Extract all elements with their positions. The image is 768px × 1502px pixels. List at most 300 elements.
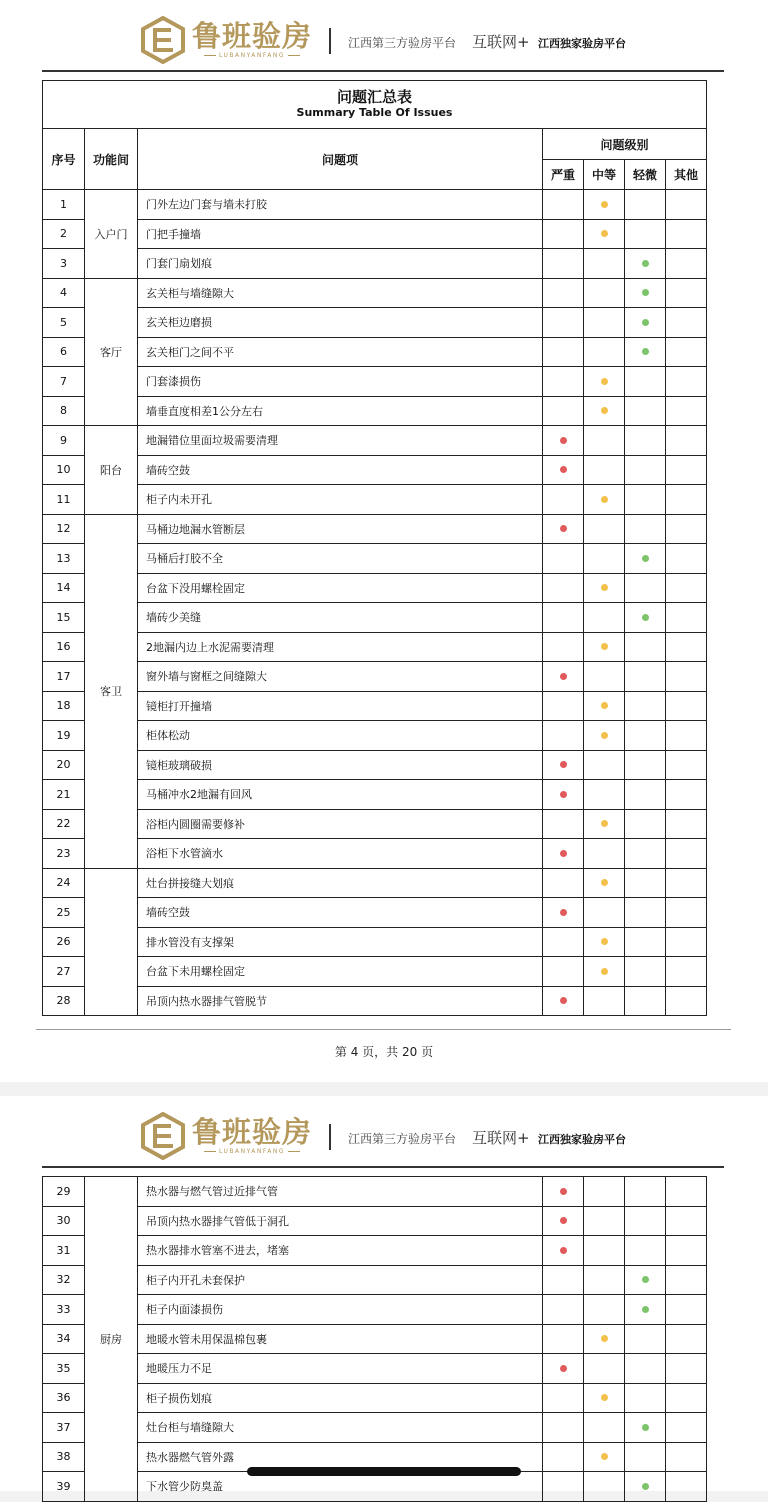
level-cell [625, 514, 666, 544]
level-dot-icon [560, 673, 567, 680]
issues-summary-table-continued [42, 1176, 707, 1502]
room-cell: 客卫 [85, 514, 138, 868]
level-cell [625, 809, 666, 839]
level-cell [625, 1442, 666, 1472]
level-cell [625, 1295, 666, 1325]
header-hulian: 互联网+ [472, 1129, 530, 1147]
level-cell [625, 603, 666, 633]
brand-subtitle: LUBANYANFANG [196, 52, 308, 59]
level-cell [666, 603, 707, 633]
level-cell [543, 1324, 584, 1354]
level-cell [584, 455, 625, 485]
level-cell [584, 691, 625, 721]
issues-table-body [43, 190, 707, 1016]
table-row [43, 1413, 707, 1443]
level-dot-icon [601, 201, 608, 208]
row-number: 28 [43, 986, 85, 1016]
level-cell [584, 1354, 625, 1384]
level-cell [625, 780, 666, 810]
level-cell [666, 190, 707, 220]
level-cell [543, 721, 584, 751]
level-cell [666, 337, 707, 367]
table-row [43, 308, 707, 338]
table-row [43, 219, 707, 249]
level-dot-icon [601, 230, 608, 237]
issue-cell: 灶台柜与墙缝隙大 [138, 1413, 543, 1443]
level-cell [625, 721, 666, 751]
issue-cell: 门把手撞墙 [138, 219, 543, 249]
brand-subtitle: LUBANYANFANG [196, 1148, 308, 1155]
level-cell [666, 367, 707, 397]
table-row [43, 957, 707, 987]
table-row [43, 721, 707, 751]
page-header [0, 0, 768, 72]
level-cell [666, 809, 707, 839]
level-cell [584, 1206, 625, 1236]
level-cell [584, 396, 625, 426]
room-cell [85, 868, 138, 1016]
level-cell [666, 219, 707, 249]
level-cell [625, 1383, 666, 1413]
level-cell [584, 603, 625, 633]
level-cell [666, 1177, 707, 1207]
row-number: 7 [43, 367, 85, 397]
level-cell [543, 839, 584, 869]
issue-cell: 浴柜内圆圈需要修补 [138, 809, 543, 839]
brand-name: 鲁班验房 [192, 1115, 313, 1149]
row-number: 4 [43, 278, 85, 308]
issue-cell: 镜柜玻璃破损 [138, 750, 543, 780]
level-cell [584, 721, 625, 751]
page-number: 第 4 页，共 20 页 [334, 1045, 434, 1059]
level-cell [543, 219, 584, 249]
level-cell [666, 278, 707, 308]
row-number: 2 [43, 219, 85, 249]
level-cell [666, 1354, 707, 1384]
level-cell [584, 632, 625, 662]
level-cell [543, 367, 584, 397]
level-dot-icon [601, 643, 608, 650]
level-cell [666, 1383, 707, 1413]
level-cell [584, 219, 625, 249]
level-cell [666, 455, 707, 485]
level-cell [666, 1413, 707, 1443]
table-row [43, 809, 707, 839]
level-cell [666, 1472, 707, 1502]
issue-cell: 门套漆损伤 [138, 367, 543, 397]
level-cell [625, 337, 666, 367]
row-number: 39 [43, 1472, 85, 1502]
level-dot-icon [642, 1276, 649, 1283]
level-cell [625, 662, 666, 692]
table-row [43, 1236, 707, 1266]
header-exclusive: 江西独家验房平台 [538, 37, 626, 50]
level-cell [666, 1236, 707, 1266]
table-row [43, 780, 707, 810]
row-number: 13 [43, 544, 85, 574]
level-cell [625, 750, 666, 780]
level-dot-icon [642, 1306, 649, 1313]
level-dot-icon [642, 1424, 649, 1431]
col-header-room: 功能间 [85, 129, 138, 190]
table-row [43, 691, 707, 721]
table-row [43, 544, 707, 574]
issue-cell: 门外左边门套与墙未打胶 [138, 190, 543, 220]
issue-cell: 镜柜打开撞墙 [138, 691, 543, 721]
table-row [43, 249, 707, 279]
row-number: 18 [43, 691, 85, 721]
level-cell [584, 750, 625, 780]
level-cell [543, 632, 584, 662]
table-title-en: Summary Table Of Issues [296, 105, 453, 119]
header-tagline: 江西第三方验房平台 [348, 1132, 457, 1146]
row-number: 37 [43, 1413, 85, 1443]
issue-cell: 玄关柜边磨损 [138, 308, 543, 338]
level-cell [625, 544, 666, 574]
level-cell [543, 868, 584, 898]
level-dot-icon [642, 289, 649, 296]
level-cell [666, 662, 707, 692]
level-dot-icon [601, 496, 608, 503]
level-cell [666, 721, 707, 751]
row-number: 34 [43, 1324, 85, 1354]
issue-cell: 柜子损伤划痕 [138, 1383, 543, 1413]
issue-cell: 吊顶内热水器排气管脱节 [138, 986, 543, 1016]
home-indicator[interactable] [247, 1467, 521, 1476]
level-dot-icon [642, 614, 649, 621]
level-cell [543, 308, 584, 338]
level-cell [584, 662, 625, 692]
table-row [43, 662, 707, 692]
level-cell [625, 367, 666, 397]
level-cell [625, 986, 666, 1016]
level-cell [543, 455, 584, 485]
table-row [43, 1383, 707, 1413]
level-cell [584, 957, 625, 987]
table-row [43, 573, 707, 603]
issue-cell: 热水器燃气管外露 [138, 1442, 543, 1472]
level-cell [584, 986, 625, 1016]
row-number: 33 [43, 1295, 85, 1325]
table-title-cn: 问题汇总表 [336, 87, 412, 106]
level-cell [666, 426, 707, 456]
level-cell [625, 1206, 666, 1236]
table-row [43, 750, 707, 780]
room-cell: 客厅 [85, 278, 138, 426]
level-cell [666, 1295, 707, 1325]
level-dot-icon [601, 1453, 608, 1460]
header-rule [42, 1166, 724, 1168]
level-cell [543, 603, 584, 633]
level-cell [543, 750, 584, 780]
level-cell [543, 514, 584, 544]
issues-summary-table [42, 80, 707, 1016]
issue-cell: 墙砖空鼓 [138, 898, 543, 928]
row-number: 6 [43, 337, 85, 367]
level-cell [543, 898, 584, 928]
level-cell [543, 662, 584, 692]
row-number: 24 [43, 868, 85, 898]
level-cell [625, 190, 666, 220]
level-cell [543, 1177, 584, 1207]
level-cell [584, 308, 625, 338]
level-cell [543, 780, 584, 810]
row-number: 9 [43, 426, 85, 456]
issue-cell: 柜子内开孔未套保护 [138, 1265, 543, 1295]
level-cell [625, 898, 666, 928]
table-row [43, 839, 707, 869]
issue-cell: 马桶后打胶不全 [138, 544, 543, 574]
level-dot-icon [601, 378, 608, 385]
level-cell [543, 957, 584, 987]
col-header-other: 其他 [666, 160, 707, 190]
issue-cell: 台盆下没用螺栓固定 [138, 573, 543, 603]
level-cell [543, 396, 584, 426]
row-number: 16 [43, 632, 85, 662]
row-number: 23 [43, 839, 85, 869]
issues-table-body-continued [43, 1177, 707, 1502]
table-row [43, 278, 707, 308]
level-dot-icon [560, 525, 567, 532]
room-cell: 厨房 [85, 1177, 138, 1502]
level-dot-icon [601, 968, 608, 975]
level-cell [666, 839, 707, 869]
level-dot-icon [560, 1188, 567, 1195]
level-cell [666, 308, 707, 338]
level-dot-icon [560, 1365, 567, 1372]
row-number: 25 [43, 898, 85, 928]
issue-cell: 墙垂直度相差1公分左右 [138, 396, 543, 426]
issue-cell: 门套门扇划痕 [138, 249, 543, 279]
row-number: 30 [43, 1206, 85, 1236]
issue-cell: 柜体松动 [138, 721, 543, 751]
level-cell [625, 1265, 666, 1295]
row-number: 20 [43, 750, 85, 780]
level-cell [666, 927, 707, 957]
level-dot-icon [560, 791, 567, 798]
level-cell [666, 632, 707, 662]
issue-cell: 热水器与燃气管过近排气管 [138, 1177, 543, 1207]
level-dot-icon [560, 761, 567, 768]
row-number: 8 [43, 396, 85, 426]
level-cell [625, 249, 666, 279]
row-number: 10 [43, 455, 85, 485]
issue-cell: 马桶边地漏水管断层 [138, 514, 543, 544]
level-cell [543, 249, 584, 279]
table-row [43, 1295, 707, 1325]
row-number: 11 [43, 485, 85, 515]
level-cell [584, 1442, 625, 1472]
level-cell [584, 573, 625, 603]
level-cell [584, 1236, 625, 1266]
row-number: 5 [43, 308, 85, 338]
level-dot-icon [560, 437, 567, 444]
level-cell [666, 1206, 707, 1236]
page-header [0, 1096, 768, 1168]
level-cell [543, 1236, 584, 1266]
issue-cell: 地漏错位里面垃圾需要清理 [138, 426, 543, 456]
level-cell [666, 898, 707, 928]
level-cell [584, 1177, 625, 1207]
level-cell [666, 868, 707, 898]
table-row [43, 485, 707, 515]
level-cell [666, 485, 707, 515]
level-cell [625, 1472, 666, 1502]
level-cell [584, 190, 625, 220]
level-cell [543, 426, 584, 456]
level-cell [666, 573, 707, 603]
issue-cell: 排水管没有支撑架 [138, 927, 543, 957]
table-row [43, 1265, 707, 1295]
table-row [43, 396, 707, 426]
issue-cell: 窗外墙与窗框之间缝隙大 [138, 662, 543, 692]
level-cell [666, 1324, 707, 1354]
row-number: 26 [43, 927, 85, 957]
level-cell [543, 1413, 584, 1443]
level-cell [584, 249, 625, 279]
table-row [43, 1206, 707, 1236]
room-cell: 入户门 [85, 190, 138, 279]
row-number: 27 [43, 957, 85, 987]
level-cell [625, 1236, 666, 1266]
level-cell [625, 1354, 666, 1384]
level-cell [584, 514, 625, 544]
level-cell [543, 1354, 584, 1384]
table-row [43, 1177, 707, 1207]
level-cell [543, 573, 584, 603]
issue-cell: 浴柜下水管滴水 [138, 839, 543, 869]
level-cell [543, 1295, 584, 1325]
level-dot-icon [601, 702, 608, 709]
issue-cell: 玄关柜门之间不平 [138, 337, 543, 367]
table-title [43, 81, 707, 129]
brand-name: 鲁班验房 [192, 19, 313, 53]
table-row [43, 426, 707, 456]
issue-cell: 马桶冲水2地漏有回风 [138, 780, 543, 810]
header-exclusive: 江西独家验房平台 [538, 1133, 626, 1146]
level-cell [625, 1177, 666, 1207]
footer-rule [36, 1029, 731, 1030]
level-cell [543, 927, 584, 957]
issue-cell: 2地漏内边上水泥需要清理 [138, 632, 543, 662]
row-number: 32 [43, 1265, 85, 1295]
level-cell [543, 190, 584, 220]
level-cell [666, 986, 707, 1016]
level-cell [625, 957, 666, 987]
col-header-severe: 严重 [543, 160, 584, 190]
level-dot-icon [642, 319, 649, 326]
row-number: 38 [43, 1442, 85, 1472]
row-number: 14 [43, 573, 85, 603]
issue-cell: 热水器排水管塞不进去，堵塞 [138, 1236, 543, 1266]
level-cell [543, 337, 584, 367]
level-cell [625, 573, 666, 603]
level-cell [666, 1442, 707, 1472]
row-number: 21 [43, 780, 85, 810]
level-cell [625, 308, 666, 338]
luban-logo-icon [140, 1112, 186, 1160]
level-cell [543, 809, 584, 839]
level-cell [666, 1265, 707, 1295]
level-cell [584, 485, 625, 515]
table-row [43, 190, 707, 220]
table-row [43, 632, 707, 662]
row-number: 22 [43, 809, 85, 839]
level-cell [625, 632, 666, 662]
row-number: 35 [43, 1354, 85, 1384]
level-cell [625, 868, 666, 898]
level-dot-icon [601, 1394, 608, 1401]
header-tagline: 江西第三方验房平台 [348, 36, 457, 50]
row-number: 31 [43, 1236, 85, 1266]
row-number: 1 [43, 190, 85, 220]
issue-cell: 墙砖空鼓 [138, 455, 543, 485]
row-number: 15 [43, 603, 85, 633]
level-cell [625, 839, 666, 869]
level-cell [543, 1442, 584, 1472]
level-cell [543, 278, 584, 308]
level-cell [584, 1324, 625, 1354]
level-cell [584, 426, 625, 456]
table-row [43, 367, 707, 397]
level-dot-icon [642, 348, 649, 355]
issue-cell: 吊顶内热水器排气管低于洞孔 [138, 1206, 543, 1236]
row-number: 3 [43, 249, 85, 279]
level-dot-icon [560, 850, 567, 857]
col-header-medium: 中等 [584, 160, 625, 190]
level-cell [625, 1324, 666, 1354]
table-row [43, 986, 707, 1016]
issue-cell: 下水管少防臭盖 [138, 1472, 543, 1502]
header-divider [329, 1124, 331, 1150]
level-dot-icon [560, 466, 567, 473]
level-cell [625, 927, 666, 957]
level-dot-icon [601, 732, 608, 739]
table-row [43, 603, 707, 633]
level-cell [584, 1383, 625, 1413]
table-row [43, 868, 707, 898]
table-row [43, 927, 707, 957]
issue-cell: 灶台拼接缝大划痕 [138, 868, 543, 898]
row-number: 17 [43, 662, 85, 692]
table-row [43, 455, 707, 485]
issue-cell: 台盆下未用螺栓固定 [138, 957, 543, 987]
level-dot-icon [642, 260, 649, 267]
header-rule [42, 70, 724, 72]
issue-cell: 玄关柜与墙缝隙大 [138, 278, 543, 308]
level-cell [543, 1265, 584, 1295]
table-row [43, 898, 707, 928]
level-dot-icon [601, 820, 608, 827]
table-row [43, 1324, 707, 1354]
level-cell [584, 544, 625, 574]
level-dot-icon [601, 407, 608, 414]
level-cell [666, 249, 707, 279]
level-cell [584, 898, 625, 928]
level-dot-icon [601, 879, 608, 886]
level-cell [543, 1472, 584, 1502]
level-cell [625, 396, 666, 426]
col-header-level: 问题级别 [543, 129, 707, 160]
level-cell [584, 809, 625, 839]
level-cell [584, 1413, 625, 1443]
issue-cell: 地暖水管未用保温棉包裹 [138, 1324, 543, 1354]
level-cell [625, 278, 666, 308]
table-row [43, 337, 707, 367]
level-dot-icon [560, 997, 567, 1004]
col-header-minor: 轻微 [625, 160, 666, 190]
issue-cell: 墙砖少美缝 [138, 603, 543, 633]
